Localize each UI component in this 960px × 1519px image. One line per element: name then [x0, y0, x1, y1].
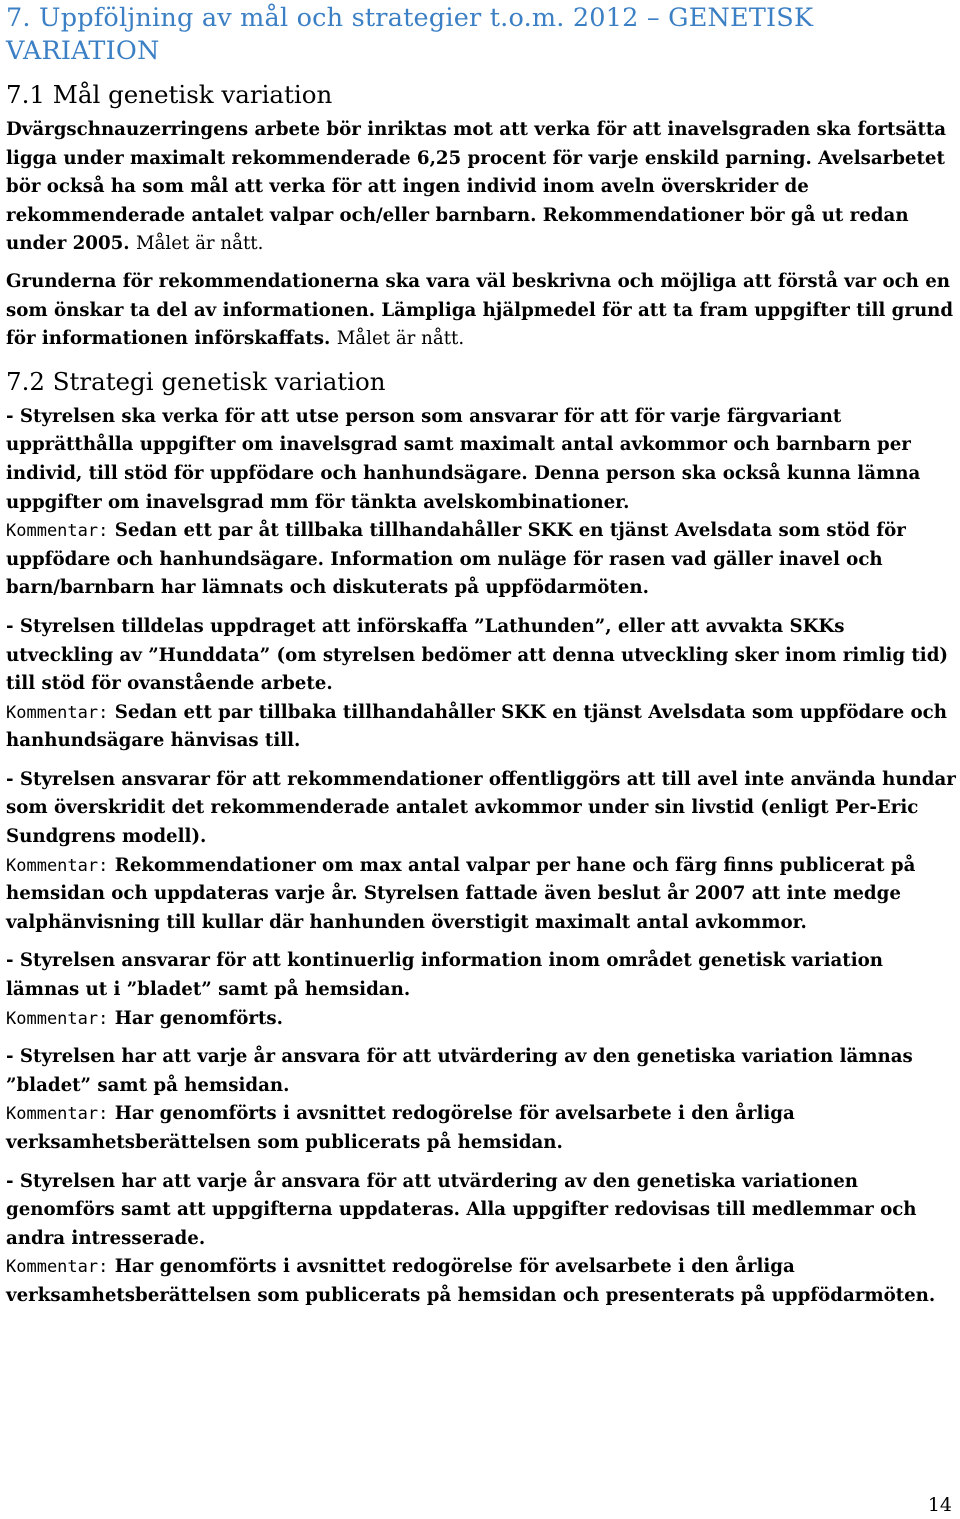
comment-text: Sedan ett par tillbaka tillhandahåller SKK en tjänst Avelsdata som uppfödare och hanhundsägare hänvisas till. [6, 701, 947, 752]
strategy-comment [6, 1253, 956, 1310]
goal-paragraph-1 [6, 116, 956, 259]
section-heading-7-2: 7.2 Strategi genetisk variation [6, 366, 386, 396]
goal-status-2: Målet är nått. [336, 328, 465, 350]
strategy-comment [6, 1100, 956, 1157]
comment-text: Sedan ett par åt tillbaka tillhandahåller SKK en tjänst Avelsdata som stöd för uppfödare och hanhundsägare. Information om nuläge för rasen vad gäller inavel och barn/barnbarn har lämnats och diskuterats på uppfödarmöten. [6, 520, 906, 599]
strategy-text: - Styrelsen har att varje år ansvara för att utvärdering av den genetiska variationen genomförs samt att uppgifterna uppdateras. Alla uppgifter redovisas till medlemmar och andra intresserade. [6, 1170, 917, 1249]
strategy-item [6, 1168, 956, 1311]
comment-label: Kommentar: [6, 1104, 109, 1125]
comment-label: Kommentar: [6, 1008, 109, 1029]
comment-text: Har genomförts i avsnittet redogörelse för avelsarbete i den årliga verksamhetsberättelsen som publicerats på hemsidan och presenterats på uppfödarmöten. [6, 1256, 936, 1306]
strategy-item [6, 613, 956, 756]
strategy-comment [6, 517, 956, 603]
goal-text-2: Grunderna för rekommendationerna ska vara väl beskrivna och möjliga att förstå var och en som önskar ta del av informationen. Lämpliga hjälpmedel för att ta fram uppgifter till grund för informationen införskaffats. [6, 270, 954, 350]
strategy-item [6, 1043, 956, 1157]
strategy-comment [6, 852, 956, 938]
comment-label: Kommentar: [6, 702, 109, 723]
strategy-item [6, 403, 956, 603]
strategy-text: - Styrelsen har att varje år ansvara för att utvärdering av den genetiska variation lämnas ”bladet” samt på hemsidan. [6, 1046, 913, 1096]
strategy-text: - Styrelsen ska verka för att utse person som ansvarar för att för varje färgvariant upprätthålla uppgifter om inavelsgrad samt maximalt antal avkommor och barnbarn per individ, till stöd för uppfödare och hanhundsägare. Denna person ska också kunna lämna uppgifter om inavelsgrad mm för tänkta avelskombinationer. [6, 405, 921, 513]
strategy-text: - Styrelsen ansvarar för att rekommendationer offentliggörs att till avel inte använda hundar som överskridit det rekommenderade antalet avkommor under sin livstid (enligt Per-Eric Sundgrens modell). [6, 768, 956, 848]
comment-text: Rekommendationer om max antal valpar per hane och färg finns publicerat på hemsidan och uppdateras varje år. Styrelsen fattade även beslut år 2007 att inte medge valphänvisning till kullar där hanhunden överstigit maximalt antal avkommor. [6, 854, 916, 933]
section-heading-7-1: 7.1 Mål genetisk variation [6, 80, 333, 109]
comment-label: Kommentar: [6, 855, 109, 876]
comment-text: Har genomförts. [114, 1007, 283, 1029]
strategy-list [6, 403, 956, 1311]
strategy-text: - Styrelsen tilldelas uppdraget att införskaffa ”Lathunden”, eller att avvakta SKKs utveckling av ”Hunddata” (om styrelsen bedömer att denna utveckling sker inom rimlig tid) till stöd för ovanstående arbete. [6, 615, 949, 695]
goal-paragraph-2 [6, 268, 956, 354]
page-number: 14 [927, 1494, 952, 1516]
chapter-title: 7. Uppföljning av mål och strategier t.o.m. 2012 – GENETISK VARIATION [6, 3, 814, 66]
strategy-comment [6, 699, 956, 756]
comment-text: Har genomförts i avsnittet redogörelse för avelsarbete i den årliga verksamhetsberättelsen som publicerats på hemsidan. [6, 1103, 795, 1153]
comment-label: Kommentar: [6, 521, 109, 542]
comment-label: Kommentar: [6, 1257, 109, 1278]
strategy-text: - Styrelsen ansvarar för att kontinuerlig information inom området genetisk variation lämnas ut i ”bladet” samt på hemsidan. [6, 950, 883, 1001]
strategy-item [6, 947, 956, 1033]
goal-status-1: Målet är nått. [135, 233, 264, 255]
strategy-item [6, 766, 956, 938]
strategy-comment [6, 1005, 956, 1034]
goal-text-1: Dvärgschnauzerringens arbete bör inriktas mot att verka för att inavelsgraden ska fortsätta ligga under maximalt rekommenderade 6,25 procent för varje enskild parning. Avelsarbetet bör också ha som mål att verka för att ingen individ inom aveln överskrider de rekommenderade antalet valpar och/eller barnbarn. Rekommendationer bör gå ut redan under 2005. [6, 119, 947, 255]
